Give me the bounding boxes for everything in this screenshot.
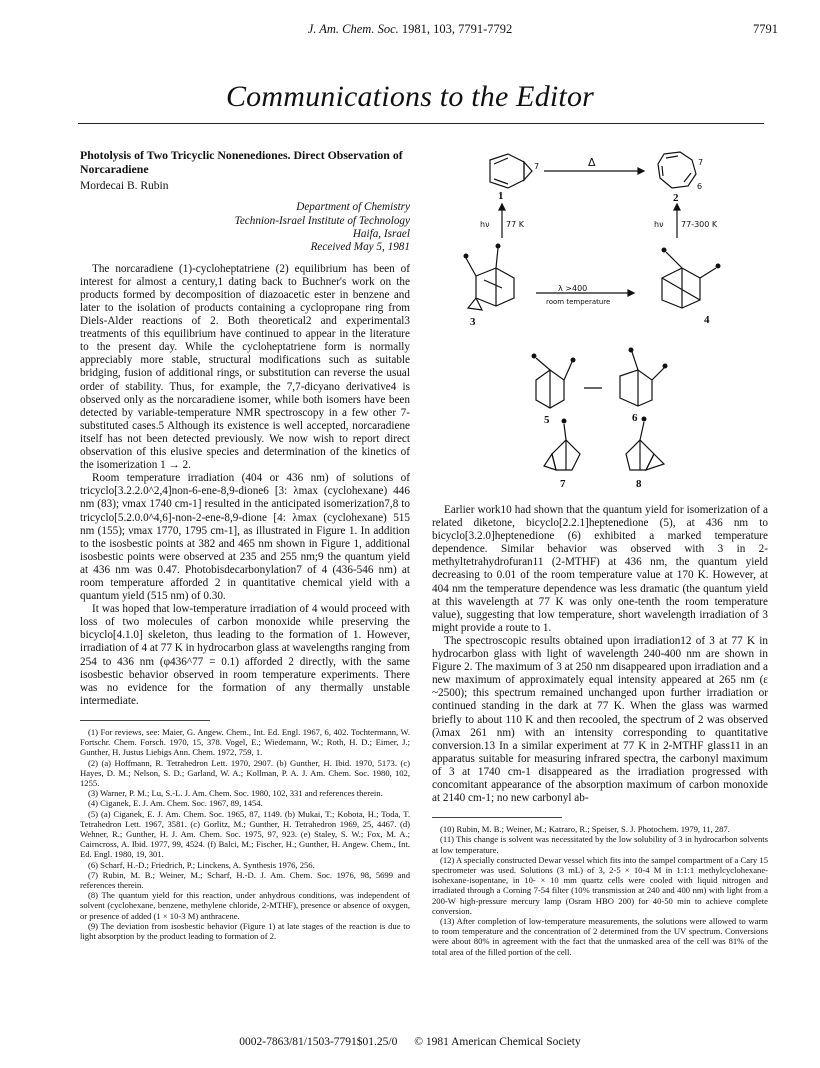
footnote: (3) Warner, P. M.; Lu, S.-L. J. Am. Chem. Soc. 1980, 102, 331 and references therein. <box>88 788 383 799</box>
oxygen-atom <box>571 358 576 363</box>
compound-number: 5 <box>544 414 550 426</box>
temp-label-right: 77-300 K <box>681 220 718 229</box>
journal-name: J. Am. Chem. Soc. <box>307 22 399 36</box>
footnote: (1) For reviews, see: Maier, G. Angew. Chem., Int. Ed. Engl. 1967, 6, 402. Tochtermann, W. Fortschr. Chem. Forsch. 1970, 15, 378. Vogel, E.; Wiedemann, W.; Roth, H. D.; Eimer, J.; Gunther, H. Justus Liebigs Ann. Chem. 1972, 759, 1. <box>80 726 410 758</box>
affiliation <box>80 201 410 255</box>
oxygen-atom <box>662 248 667 253</box>
oxygen-atom <box>642 417 647 422</box>
footnote: (2) (a) Hoffmann, R. Tetrahedron Lett. 1970, 2907. (b) Gunther, H. Ibid. 1970, 5173. (c) Hayes, D. M.; Nelson, S. D.; Garland, W. A.; Kollman, P. A. J. Am. Chem. Soc. 1980, 102, 1255. <box>80 757 410 788</box>
cycloheptatriene-structure <box>658 152 696 188</box>
section-title: Communications to the Editor <box>225 80 595 113</box>
footnote: (6) Scharf, H.-D.; Friedrich, P.; Linckens, A. Synthesis 1976, 256. <box>88 859 315 870</box>
left-column <box>80 148 410 941</box>
oxygen-atom <box>629 348 634 353</box>
page-footer <box>0 1036 820 1048</box>
footnote: (7) Rubin, M. B.; Weiner, M.; Scharf, H.-D. J. Am. Chem. Soc. 1976, 98, 5699 and references therein. <box>80 869 410 890</box>
footnote-rule <box>432 817 562 818</box>
footnote: (5) (a) Ciganek, E. J. Am. Chem. Soc. 1965, 87, 1149. (b) Mukai, T.; Kobota, H.; Toda, T. Tetrahedron Lett. 1967, 3581. (c) Gorlitz, M.; Gunther, H. Tetrahedron 1969, 25, 4467. (d) Wehner, R.; Gunther, H. J. Am. Chem. Soc. 1975, 97, 923. (e) Staley, S. W.; Fox, M. A.; Cairncross, A. Ibid. 1977, 99, 4524. (f) Balci, M.; Fischer, H.; Gunther, H. Angew. Chem., Int. Ed. Engl. 1980, 19, 301. <box>80 808 410 860</box>
journal-citation <box>0 22 820 37</box>
body-paragraph: Earlier work10 had shown that the quantum yield for isomerization of a related diketone, bicyclo[2.2.1]heptenedione (5), at 436 nm to bicyclo[3.2.0]heptenedione (6) exhibited a marked temperature dependence. Similar behavior was observed with 3 in 2-methyltetrahydrofuran11 (2-MTHF) at 436 nm, the quantum yield decreasing to 0.01 of the room temperature value at 170 K. However, at 404 nm the temperature dependence was less dramatic (the quantum yield at this wavelength at 77 K was only one-tenth the room temperature value), suggesting that low temperature, short wavelength irradiation of 3 might provide a route to 1. <box>432 504 768 634</box>
photo-label-left: hν <box>480 220 490 229</box>
reaction-scheme <box>432 148 768 498</box>
condition-label: room temperature <box>546 298 611 306</box>
oxygen-atom <box>496 244 501 249</box>
oxygen-atom <box>716 264 721 269</box>
article-author: Mordecai B. Rubin <box>80 180 169 192</box>
affiliation-line: Technion-Israel Institute of Technology <box>234 214 410 227</box>
dione-6-structure <box>620 352 664 406</box>
footnote: (12) A specially constructed Dewar vessel which fits into the sampel compartment of a Cary 15 spectrometer was used. Solutions (3 mL) of 3, 2-5 × 10-4 M in 1:1:1 methylcyclohexane-isohexane-isopentane, in 10- × 10 mm quartz cells were cooled with liquid nitrogen and irradiated through a Corning 7-54 filter (10% transmission at 240 and 400 nm) with light from a 200-W high-pressure mercury lamp (Osram HBO 200) for 40-50 min to achieve complete conversion. <box>432 854 768 916</box>
oxygen-atom <box>532 354 537 359</box>
compound-number: 1 <box>498 190 504 202</box>
issn-code: 0002-7863/81/1503-7791$01.25/0 <box>239 1036 398 1048</box>
wavelength-label: λ >400 <box>558 284 588 293</box>
right-footnotes <box>432 824 768 957</box>
ring-position-label: 7 <box>698 158 704 167</box>
affiliation-line: Haifa, Israel <box>352 227 410 240</box>
copyright-notice: © 1981 American Chemical Society <box>414 1036 581 1048</box>
compound-number: 6 <box>632 412 638 424</box>
footnote: (11) This change is solvent was necessitated by the low solubility of 3 in hydrocarbon solvents at low temperature. <box>432 834 768 855</box>
citation-info: 1981, 103, 7791-7792 <box>401 22 513 36</box>
footnote: (10) Rubin, M. B.; Weiner, M.; Katraro, R.; Speiser, S. J. Photochem. 1979, 11, 287. <box>440 824 730 835</box>
footnote: (4) Ciganek, E. J. Am. Chem. Soc. 1967, 89, 1454. <box>88 798 263 809</box>
page-number: 7791 <box>753 22 778 36</box>
compound-number: 7 <box>560 478 566 490</box>
affiliation-line: Department of Chemistry <box>296 201 410 214</box>
compound-number: 8 <box>636 478 642 490</box>
body-paragraph: It was hoped that low-temperature irradiation of 4 would proceed with loss of two molecules of carbon monoxide while preserving the bicyclo[4.1.0] skeleton, thus leading to the formation of 1. However, irradiation of 4 at 77 K in hydrocarbon glass at wavelengths ranging from 254 to 436 nm (φ436^77 = 0.1) afforded 2 directly, with the same isosbestic behavior observed in room temperature experiments. There was no evidence for the formation of any thermally unstable intermediate. <box>80 603 410 707</box>
compound-number: 3 <box>470 316 476 328</box>
photo-label-right: hν <box>654 220 664 229</box>
body-paragraph: The norcaradiene (1)-cycloheptatriene (2) equilibrium has been of interest for almost a century,1 dating back to Buchner's work on the products formed by decomposition of diazoacetic ester in benzene and later to the isolation of products containing a cyclopropane ring from Diels-Alder reactions of 2. Both theoretical2 and experimental3 treatments of this equilibrium have continued to appear in the literature to the present day. While the cycloheptatriene form is normally appreciably more stable, structural modifications such as suitable bridging, fusion of additional rings, or substitution can reverse the usual order of stability. Thus, for example, the 7,7-dicyano derivative4 is observed only as the norcaradiene isomer, while both isomers have been detected by variable-temperature NMR spectroscopy in a few other 7-substituted cases.5 Although its existence is well accepted, norcaradiene itself has not been detected previously. We now wish to report direct observation of this elusive species and determination of the kinetics of the isomerization 1 → 2. <box>80 262 410 472</box>
dione-5-structure <box>536 358 572 408</box>
dione-3-structure <box>466 248 514 310</box>
received-date: Received May 5, 1981 <box>310 241 410 254</box>
oxygen-atom <box>464 254 469 259</box>
dione-7-structure <box>544 424 580 470</box>
right-column <box>432 148 768 957</box>
left-footnotes <box>80 727 410 941</box>
compound-number: 2 <box>673 192 679 204</box>
footnote: (8) The quantum yield for this reaction, under anhydrous conditions, was independent of solvent (cyclohexane, benzene, methylene chloride, 2-MTHF), presence or absence of oxygen, or presence of added (1 × 10-3 M) anthracene. <box>80 890 410 921</box>
footnote-rule <box>80 720 210 721</box>
arrow-label-delta: Δ <box>588 156 596 169</box>
body-paragraph: The spectroscopic results obtained upon irradiation12 of 3 at 77 K in hydrocarbon glass with light of wavelength 240-400 nm are shown in Figure 2. The maximum of 3 at 250 nm disappeared upon irradiation and a new maximum of approximately equal intensity appeared at 265 nm (ε ~2500); this spectrum remained unchanged upon further irradiation or continued standing in the dark at 77 K. When the glass was warmed briefly to about 110 K and then recooled, the spectrum of 2 was observed (λmax 261 nm) with an intensity corresponding to quantitative conversion.13 In a similar experiment at 77 K in 2-MTHF glass11 in an apparatus suitable for measuring infrared spectra, the carbonyl maximum of 3 at 1740 cm-1 disappeared as the irradiation progressed with concomitant appearance of the absorption maximum of carbon monoxide at 2140 cm-1; no new carbonyl ab- <box>432 634 768 805</box>
scheme-drawing <box>432 148 768 498</box>
ring-position-label: 7 <box>534 162 540 171</box>
footnote: (9) The deviation from isosbestic behavior (Figure 1) at late stages of the reaction is due to light absorption by the product leading to formation of 2. <box>80 920 410 941</box>
article-title: Photolysis of Two Tricyclic Nonenediones. Direct Observation of Norcaradiene <box>80 148 403 176</box>
dione-8-structure <box>626 422 664 470</box>
temp-label-left: 77 K <box>506 220 524 229</box>
footnote: (13) After completion of low-temperature measurements, the solutions were allowed to warm to room temperature and the concentration of 2 determined from the UV spectrum. Conversions were about 80% in agreement with the fact that the unmasked area of the cell was 81% of the total area of the filled portion of the cell. <box>432 915 768 957</box>
dione-4-structure <box>662 252 716 308</box>
norcaradiene-structure <box>490 154 532 188</box>
oxygen-atom <box>562 419 567 424</box>
section-rule <box>78 123 764 124</box>
oxygen-atom <box>663 364 668 369</box>
thermal-arrowhead <box>638 168 644 174</box>
compound-number: 4 <box>704 314 710 326</box>
body-paragraph: Room temperature irradiation (404 or 436 nm) of solutions of tricyclo[3.2.2.0^2,4]non-6-ene-8,9-dione6 [3: λmax (cyclohexane) 446 nm (83); νmax 1740 cm-1] resulted in the anticipated isomerization7,8 to tricyclo[5.2.0.0^4,6]-non-2-ene-8,9-dione [4: λmax (cyclohexane) 515 nm (155); νmax 1770, 1795 cm-1], as illustrated in Figure 1. In addition to the isosbestic points at 382 and 465 nm shown in Figure 1, additional isosbestic points were observed at 235 and 255 nm;9 the quantum yield at 436 nm was 0.47. Photobisdecarbonylation7 of 4 (436-546 nm) at room temperature afforded 2 in quantitative chemical yield with a quantum yield (515 nm) of 0.30. <box>80 472 410 603</box>
ring-position-label: 6 <box>697 182 703 191</box>
